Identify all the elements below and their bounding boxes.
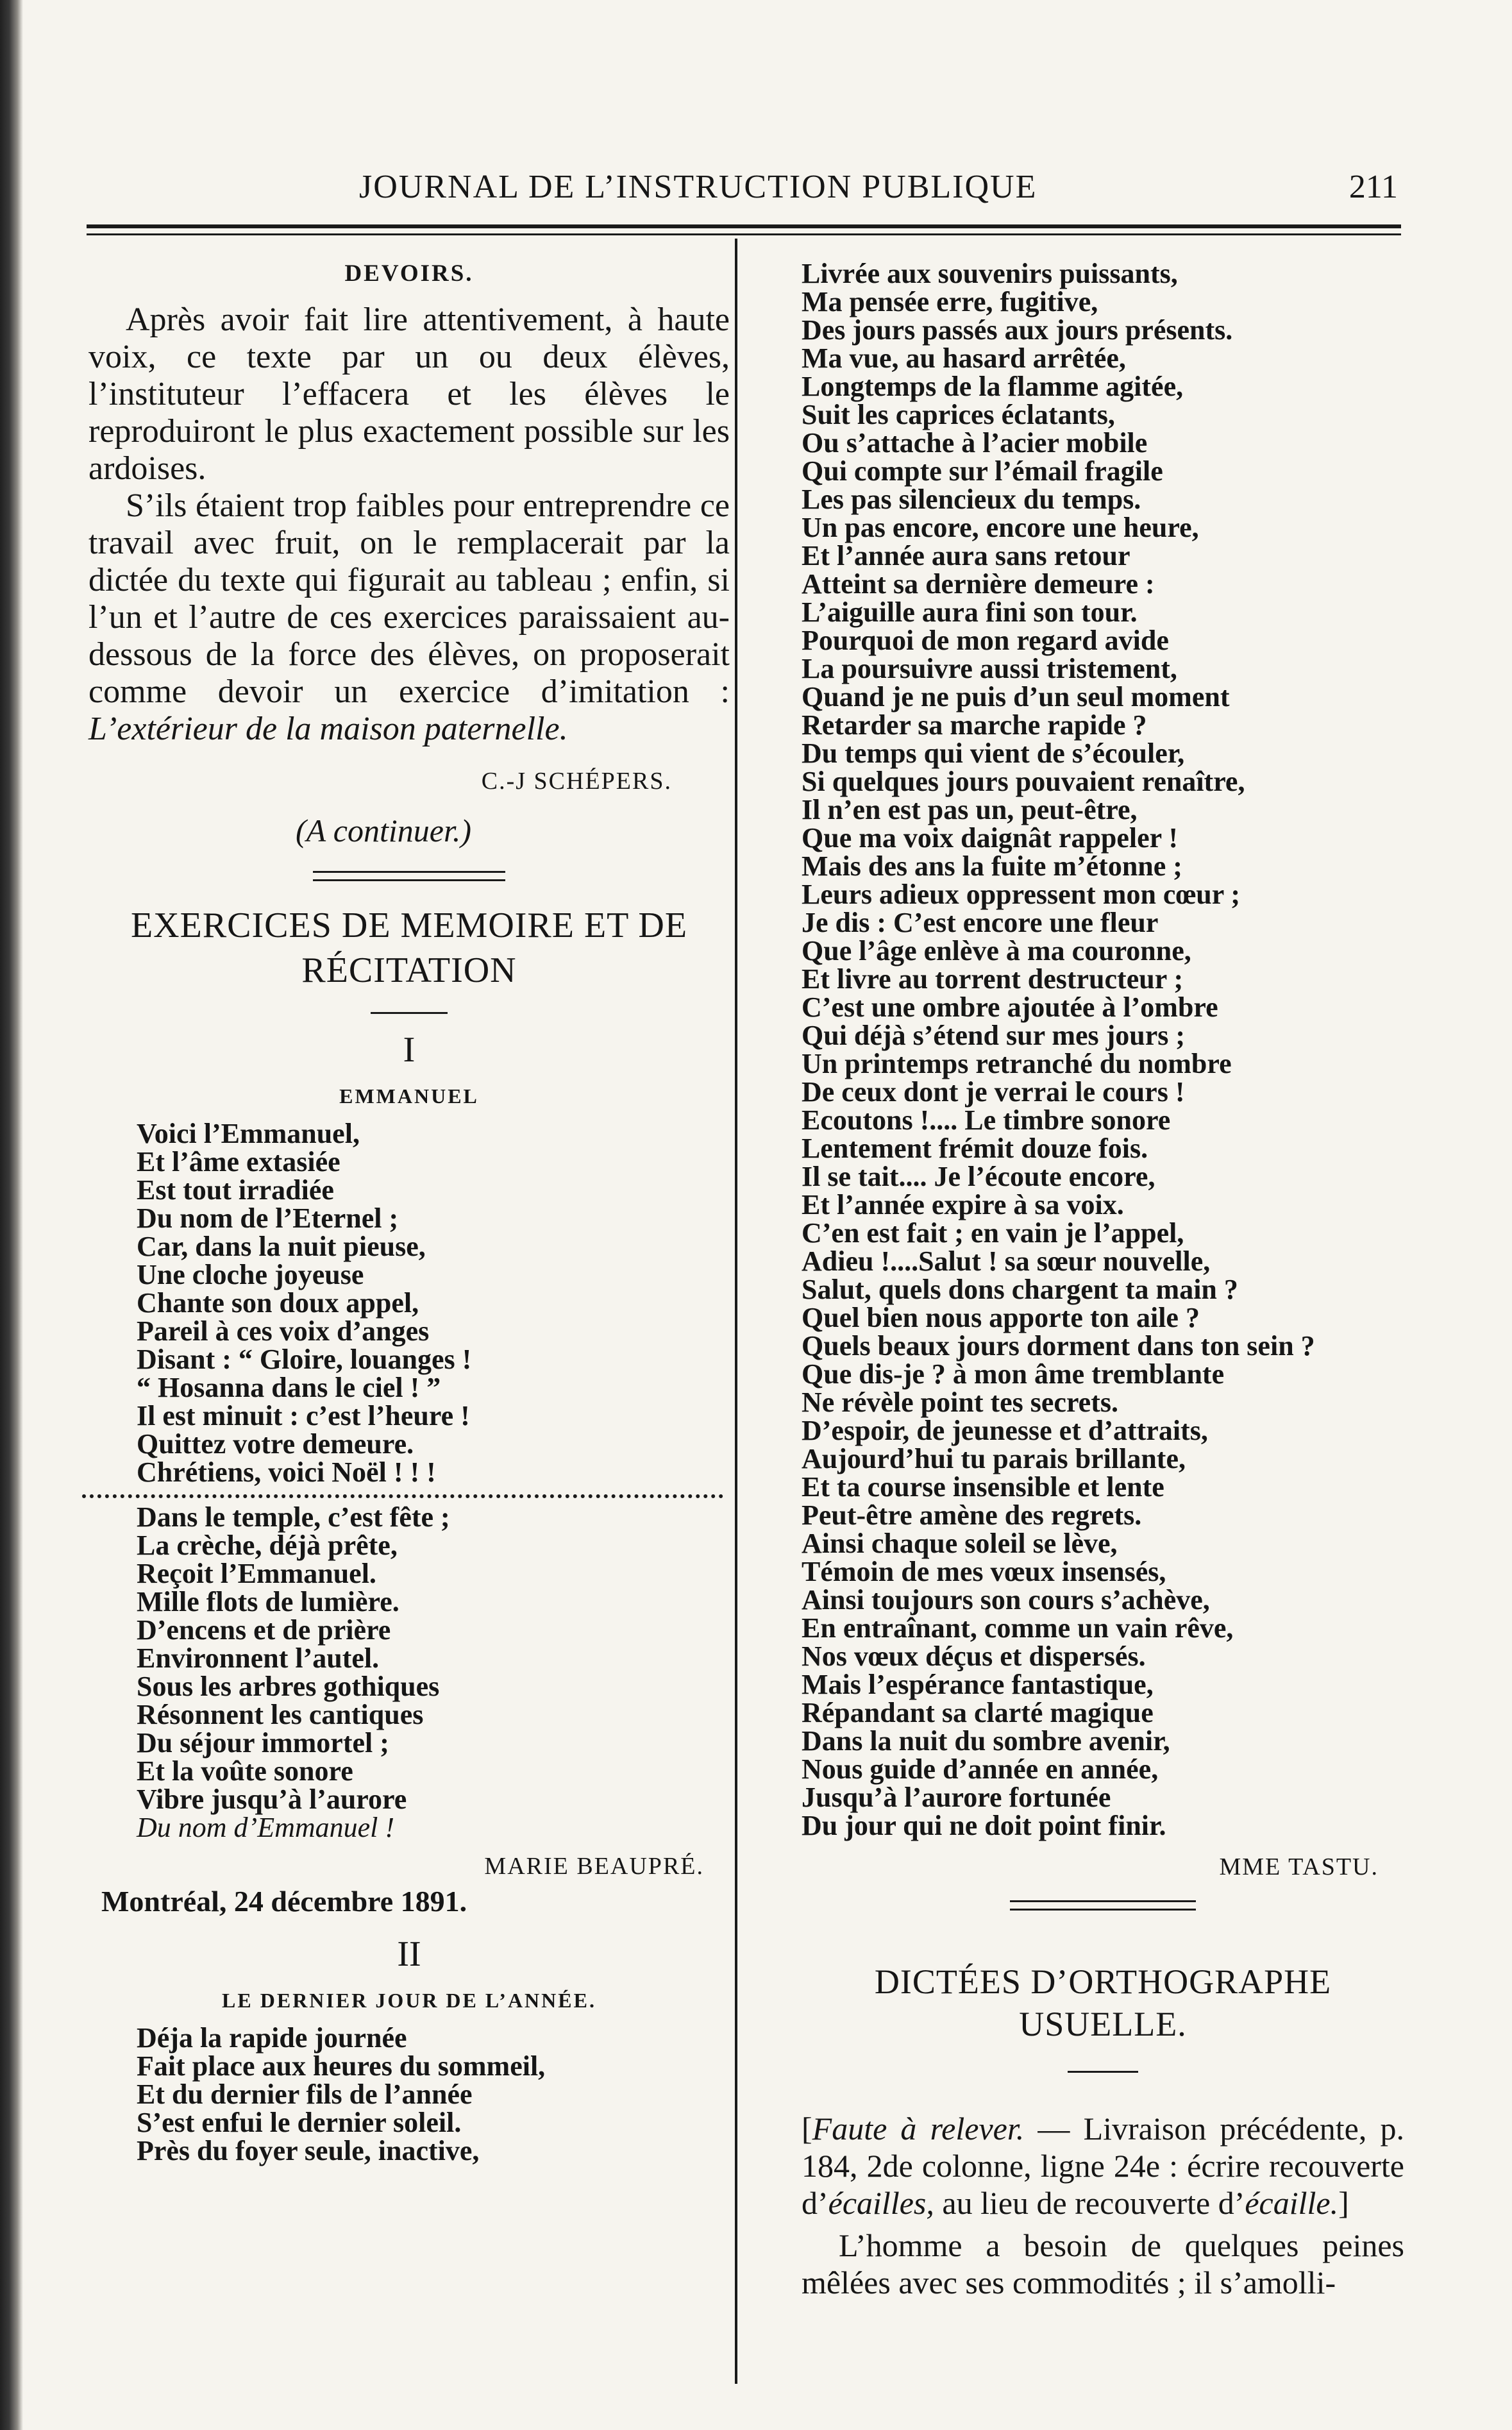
poem-line: Nous guide d’année en année, (802, 1753, 1159, 1785)
poem-line: Répandant sa clarté magique (802, 1697, 1154, 1728)
poem-line: C’en est fait ; en vain je l’appel, (802, 1217, 1184, 1249)
short-rule (371, 1012, 448, 1014)
poem-line: Mais des ans la fuite m’étonne ; (802, 850, 1182, 882)
poem-line: Car, dans la nuit pieuse, (137, 1231, 426, 1262)
poem-line: Atteint sa dernière demeure : (802, 568, 1155, 600)
erratum-label: Faute à relever. (812, 2111, 1025, 2147)
poem-2-continued (802, 260, 1404, 1840)
poem-line: Des jours passés aux jours présents. (802, 314, 1233, 346)
poem-line: Disant : “ Gloire, louanges ! (137, 1344, 472, 1375)
memory-exercises-title-line-2: RÉCITATION (301, 950, 517, 990)
poem-line: Sous les arbres gothiques (137, 1671, 440, 1702)
poem-line: Suit les caprices éclatants, (802, 399, 1115, 430)
to-be-continued: (A continuer.) (295, 813, 472, 848)
right-column (802, 260, 1404, 2301)
poem-line: Ainsi chaque soleil se lève, (802, 1528, 1118, 1559)
poem-line: Si quelques jours pouvaient renaître, (802, 766, 1245, 797)
poem-line: Aujourd’hui tu parais brillante, (802, 1443, 1186, 1474)
poem-line: Une cloche joyeuse (137, 1259, 364, 1290)
section-separator-right (1010, 1900, 1196, 1911)
memory-exercises-title (88, 903, 730, 993)
poem-line: Voici l’Emmanuel, (137, 1118, 360, 1149)
poem-line: Leurs adieux oppressent mon cœur ; (802, 879, 1241, 910)
poem-line: Ecoutons !.... Le timbre sonore (802, 1104, 1171, 1136)
poem-line: Et du dernier fils de l’année (137, 2079, 473, 2110)
poem-line: Retarder sa marche rapide ? (802, 709, 1147, 741)
poem-line: Quand je ne puis d’un seul moment (802, 681, 1230, 713)
poem-line: Quels beaux jours dorment dans ton sein ? (802, 1330, 1315, 1362)
devoirs-signature: C.-J SCHÉPERS. (481, 768, 672, 795)
erratum-text-2: au lieu de recouverte d’ (934, 2185, 1245, 2221)
poem-line: Ma pensée erre, fugitive, (802, 286, 1098, 317)
poem-line: Quel bien nous apporte ton aile ? (802, 1302, 1200, 1333)
erratum-note (802, 2110, 1404, 2222)
poem-line: Adieu !....Salut ! sa sœur nouvelle, (802, 1245, 1211, 1277)
poem-line: Que l’âge enlève à ma couronne, (802, 935, 1191, 966)
poem-line: S’est enfui le dernier soleil. (137, 2107, 462, 2138)
poem-line: Chante son doux appel, (137, 1287, 419, 1319)
poem-2-start (137, 2024, 730, 2165)
header-rule-thick (87, 224, 1401, 228)
poem-line: Ma vue, au hasard arrêtée, (802, 342, 1126, 374)
dictation-paragraph-1: L’homme a besoin de quelques peines mêlées avec ses commodités ; il s’amolli- (802, 2227, 1404, 2300)
page-binding-edge (0, 0, 23, 2430)
poem-line: Livrée aux souvenirs puissants, (802, 258, 1178, 289)
poem-2-author: MME TASTU. (1219, 1853, 1379, 1880)
erratum-wrong-word: écaille. (1245, 2185, 1339, 2221)
poem-line: Fait place aux heures du sommeil, (137, 2050, 546, 2082)
devoirs-heading: DEVOIRS. (344, 260, 474, 287)
poem-line: Résonnent les cantiques (137, 1699, 424, 1730)
section-separator (313, 871, 505, 881)
poem-line: Peut-être amène des regrets. (802, 1499, 1142, 1531)
poem-1-stanza-1 (137, 1120, 730, 1487)
poem-line: C’est une ombre ajoutée à l’ombre (802, 991, 1218, 1023)
page-header (96, 168, 1398, 219)
poem-line: Longtemps de la flamme agitée, (802, 371, 1184, 402)
poem-line: En entraînant, comme un vain rêve, (802, 1612, 1234, 1644)
poem-line: Et la voûte sonore (137, 1755, 353, 1787)
poem-line: Pourquoi de mon regard avide (802, 625, 1169, 656)
poem-line: Un pas encore, encore une heure, (802, 512, 1199, 543)
page-number: 211 (1348, 169, 1398, 205)
poem-line: Que dis-je ? à mon âme tremblante (802, 1358, 1225, 1390)
poem-line: Un printemps retranché du nombre (802, 1048, 1232, 1079)
poem-line: Qui compte sur l’émail fragile (802, 455, 1163, 487)
poem-line: Dans le temple, c’est fête ; (137, 1501, 450, 1533)
poem-line: Près du foyer seule, inactive, (137, 2135, 480, 2166)
stanza-dotted-separator (82, 1494, 723, 1498)
poem-line: Il est minuit : c’est l’heure ! (137, 1400, 470, 1431)
poem-line: D’espoir, de jeunesse et d’attraits, (802, 1415, 1208, 1446)
poem-line: Est tout irradiée (137, 1174, 334, 1206)
devoirs-paragraph-1: Après avoir fait lire attentivement, à haute voix, ce texte par un ou deux élèves, l’instituteur l’effacera et les élèves le reproduiront le plus exactement possible sur les ardoises. (88, 301, 730, 487)
erratum-open-bracket: [ (802, 2111, 812, 2147)
poem-line: Et l’année expire à sa voix. (802, 1189, 1124, 1220)
poem-line: La crèche, déjà prête, (137, 1530, 398, 1561)
poem-line-italic: Du nom d’Emmanuel ! (137, 1812, 395, 1843)
poem-line: Qui déjà s’étend sur mes jours ; (802, 1020, 1186, 1051)
poem-number-1: I (403, 1030, 416, 1070)
poem-2-title: LE DERNIER JOUR DE L’ANNÉE. (222, 1989, 596, 2012)
poem-line: Il n’en est pas un, peut-être, (802, 794, 1138, 825)
poem-line: Ne révèle point tes secrets. (802, 1387, 1118, 1418)
dictation-title-line-2: USUELLE. (1019, 2005, 1187, 2043)
poem-line: Pareil à ces voix d’anges (137, 1315, 430, 1347)
poem-line: Et livre au torrent destructeur ; (802, 963, 1184, 995)
poem-1-stanza-2 (137, 1503, 730, 1842)
poem-line: Il se tait.... Je l’écoute encore, (802, 1161, 1155, 1192)
memory-exercises-title-line-1: EXERCICES DE MEMOIRE ET DE (130, 906, 688, 945)
poem-line: La poursuivre aussi tristement, (802, 653, 1177, 684)
poem-number-2: II (397, 1934, 421, 1974)
poem-1-author: MARIE BEAUPRÉ. (484, 1853, 704, 1880)
poem-line: Jusqu’à l’aurore fortunée (802, 1782, 1111, 1813)
poem-line: Nos vœux déçus et dispersés. (802, 1641, 1146, 1672)
poem-line: Ou s’attache à l’acier mobile (802, 427, 1148, 459)
poem-line: Du séjour immortel ; (137, 1727, 389, 1759)
poem-line: Mais l’espérance fantastique, (802, 1669, 1154, 1700)
devoirs-paragraph-2 (88, 487, 730, 748)
poem-line: Dans la nuit du sombre avenir, (802, 1725, 1170, 1757)
poem-line: Je dis : C’est encore une fleur (802, 907, 1159, 938)
poem-1-place-date: Montréal, 24 décembre 1891. (101, 1885, 467, 1918)
poem-line: Témoin de mes vœux insensés, (802, 1556, 1166, 1587)
poem-1-title: EMMANUEL (339, 1084, 479, 1108)
left-column (88, 260, 730, 2165)
poem-line: Que ma voix daignât rappeler ! (802, 822, 1179, 854)
devoirs-text (88, 301, 730, 748)
poem-line: Du temps qui vient de s’écouler, (802, 738, 1185, 769)
poem-line: Du nom de l’Eternel ; (137, 1202, 399, 1234)
poem-line: Déja la rapide journée (137, 2022, 407, 2054)
poem-line: Et l’âme extasiée (137, 1146, 340, 1177)
poem-line: L’aiguille aura fini son tour. (802, 596, 1138, 628)
header-rule-thin (87, 233, 1401, 235)
poem-line: Environnent l’autel. (137, 1642, 380, 1674)
imitation-subject: L’extérieur de la maison paternelle. (88, 711, 568, 747)
poem-line: Du jour qui ne doit point finir. (802, 1810, 1166, 1841)
poem-line: Lentement frémit douze fois. (802, 1133, 1148, 1164)
poem-line: De ceux dont je verrai le cours ! (802, 1076, 1185, 1108)
dictation-section-title (802, 1961, 1404, 2045)
dictation-title-line-1: DICTÉES D’ORTHOGRAPHE (874, 1962, 1332, 2001)
poem-line: Ainsi toujours son cours s’achève, (802, 1584, 1210, 1616)
poem-line: Salut, quels dons chargent ta main ? (802, 1274, 1238, 1305)
dictation-text (802, 2110, 1404, 2301)
poem-line: “ Hosanna dans le ciel ! ” (137, 1372, 441, 1403)
erratum-close-bracket: ] (1338, 2185, 1349, 2221)
devoirs-paragraph-2-text: S’ils étaient trop faibles pour entreprendre ce travail avec fruit, on le remplacerait par la dictée du texte qui figurait au tableau ; enfin, si l’un et l’autre de ces exercices paraissaient au-dessous de la force des élèves, on proposerait comme devoir un exercice d’imitation : (88, 487, 730, 710)
poem-line: D’encens et de prière (137, 1614, 391, 1646)
poem-line: Et l’année aura sans retour (802, 540, 1130, 571)
poem-line: Quittez votre demeure. (137, 1428, 414, 1460)
column-divider (735, 239, 737, 2384)
running-head: JOURNAL DE L’INSTRUCTION PUBLIQUE (359, 169, 1037, 205)
short-rule-right (1068, 2071, 1138, 2073)
poem-line: Mille flots de lumière. (137, 1586, 399, 1617)
poem-line: Les pas silencieux du temps. (802, 484, 1141, 515)
poem-line: Vibre jusqu’à l’aurore (137, 1784, 407, 1815)
erratum-correct-word: écailles, (828, 2185, 934, 2221)
erratum-text-1: — Livraison précédente, p. 184, 2de colonne, ligne 24e : écrire recouverte d’ (802, 2111, 1404, 2221)
poem-line: Et ta course insensible et lente (802, 1471, 1164, 1503)
poem-line: Chrétiens, voici Noël ! ! ! (137, 1456, 436, 1488)
poem-line: Reçoit l’Emmanuel. (137, 1558, 376, 1589)
